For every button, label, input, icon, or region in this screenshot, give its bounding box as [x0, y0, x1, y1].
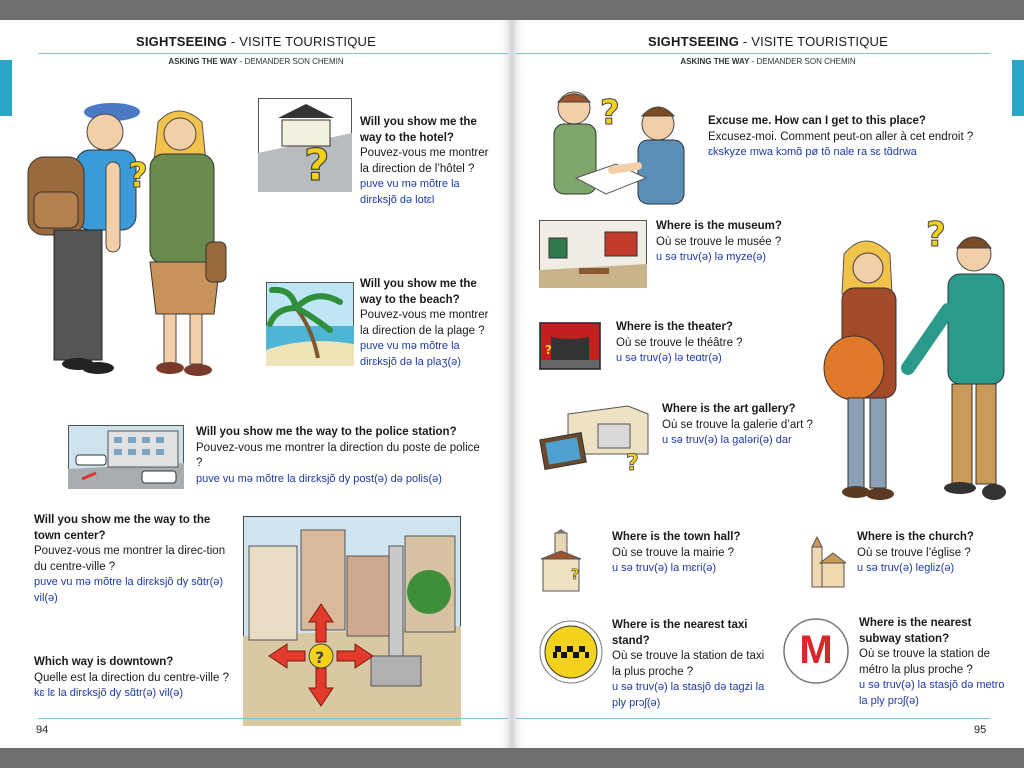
left-page	[0, 20, 512, 748]
phonetic-text: u sə truv(ə) la galəri(ə) dar	[662, 434, 792, 446]
viewer-top-bar	[0, 0, 1024, 20]
french-text: Excusez-moi. Comment peut-on aller à cet endroit ?	[708, 130, 974, 143]
page-number: 94	[36, 724, 49, 736]
svg-text:?: ?	[600, 93, 620, 133]
police-station-question	[196, 425, 486, 487]
page-header: SIGHTSEEING - VISITE TOURISTIQUE	[136, 34, 376, 49]
phonetic-text: ɛkskyze mwa kɔmɑ̃ pø tõ nale ra sɛ tɑ̃drwa	[708, 146, 917, 158]
phonetic-text: puve vu mə mõtre la dirɛksjõ dy post(ə) də polis(ə)	[196, 472, 442, 485]
french-text: Pouvez-vous me montrer la direction de la plage ?	[360, 309, 489, 337]
footer-rule	[38, 718, 508, 719]
english-text: Which way is downtown?	[34, 656, 174, 668]
french-text: Où se trouve l’église ?	[857, 546, 971, 559]
phonetic-text: u sə truv(ə) lə teɑtr(ə)	[616, 352, 722, 364]
town-square-image	[243, 516, 461, 726]
church-question	[857, 530, 1017, 577]
french-text: Où se trouve la station de taxi la plus proche ?	[612, 650, 765, 678]
subway-station-question	[859, 616, 1009, 709]
svg-text:?: ?	[128, 156, 148, 196]
french-text: Où se trouve la mairie ?	[612, 546, 735, 559]
page-subheader: ASKING THE WAY - DEMANDER SON CHEMIN	[168, 57, 344, 66]
english-text: Where is the nearest taxi stand?	[612, 619, 748, 647]
beach-question	[360, 277, 490, 370]
museum-image	[539, 220, 647, 288]
hotel-question	[360, 115, 490, 208]
couple-illustration	[816, 200, 1016, 510]
english-text: Excuse me. How can I get to this place?	[708, 115, 926, 127]
svg-text:?: ?	[571, 567, 580, 583]
english-text: Will you show me the way to the police station?	[196, 426, 457, 438]
french-text: Pouvez-vous me montrer la direction de l’hôtel ?	[360, 147, 489, 175]
french-text: Pouvez-vous me montrer la direction du poste de police ?	[196, 441, 480, 469]
english-text: Where is the church?	[857, 531, 974, 543]
svg-text:?: ?	[315, 648, 325, 667]
svg-text:?: ?	[926, 215, 946, 255]
footer-rule	[516, 718, 990, 719]
viewer-bottom-bar	[0, 748, 1024, 768]
downtown-question	[34, 655, 230, 702]
svg-text:?: ?	[304, 140, 330, 191]
beach-image	[266, 282, 354, 366]
french-text: Où se trouve le musée ?	[656, 235, 782, 248]
french-text: Où se trouve le théâtre ?	[616, 336, 743, 349]
section-tab	[1012, 60, 1024, 116]
french-text: Pouvez-vous me montrer la direc-tion du centre-ville ?	[34, 545, 226, 573]
phonetic-text: puve vu mə mõtre la dirɛksjõ dy sɑ̃tr(ə) vil(ə)	[34, 576, 224, 604]
english-text: Will you show me the way to the beach?	[360, 278, 477, 306]
page-subheader: ASKING THE WAY - DEMANDER SON CHEMIN	[680, 57, 856, 66]
french-text: Quelle est la direction du centre-ville ?	[34, 671, 229, 684]
right-page	[512, 20, 1024, 748]
page-header: SIGHTSEEING - VISITE TOURISTIQUE	[648, 34, 888, 49]
english-text: Where is the nearest subway station?	[859, 617, 972, 645]
subway-sign-image	[783, 618, 849, 684]
phonetic-text: puve vu mə mõtre la dirɛksjõ də la plaʒ(ə)	[360, 340, 461, 368]
english-text: Where is the theater?	[616, 321, 733, 333]
tourists-illustration	[20, 92, 240, 382]
town-hall-image	[539, 529, 583, 597]
this-place-question	[708, 114, 1008, 161]
phonetic-text: kɛ lɛ la dirɛksjõ dy sɑ̃tr(ə) vil(ə)	[34, 687, 183, 699]
phonetic-text: u sə truv(ə) la stasjõ də tagzi la ply prɔʃ(ə)	[612, 681, 765, 709]
art-gallery-image	[538, 404, 652, 474]
english-text: Where is the art gallery?	[662, 403, 796, 415]
church-image	[806, 535, 846, 591]
theater-image	[539, 322, 601, 370]
phonetic-text: u sə truv(ə) la mɛri(ə)	[612, 562, 717, 574]
svg-text:?: ?	[545, 343, 552, 357]
phonetic-text: puve vu mə mõtre la dirɛksjõ də lotɛl	[360, 178, 460, 206]
police-station-image	[68, 425, 184, 489]
french-text: Où se trouve la station de métro la plus proche ?	[859, 648, 991, 676]
english-text: Will you show me the way to the town center?	[34, 514, 211, 542]
taxi-sign-image	[539, 620, 603, 684]
subway-letter: M	[799, 628, 833, 672]
art-gallery-question	[662, 402, 842, 449]
phonetic-text: u sə truv(ə) lə myze(ə)	[656, 251, 767, 263]
town-hall-question	[612, 530, 772, 577]
page-number: 95	[974, 724, 987, 736]
theater-question	[616, 320, 786, 367]
taxi-stand-question	[612, 618, 772, 711]
hotel-image	[258, 98, 352, 192]
asking-directions-image	[546, 84, 696, 214]
english-text: Where is the museum?	[656, 220, 782, 232]
phonetic-text: u sə truv(ə) legliz(ə)	[857, 562, 955, 574]
section-tab	[0, 60, 12, 116]
phonetic-text: u sə truv(ə) la stasjõ də metro la ply prɔʃ(ə)	[859, 679, 1005, 707]
english-text: Where is the town hall?	[612, 531, 741, 543]
french-text: Où se trouve la galerie d’art ?	[662, 418, 813, 431]
header-rule	[38, 53, 508, 54]
svg-text:?: ?	[626, 451, 639, 474]
header-rule	[516, 53, 990, 54]
museum-question	[656, 219, 816, 266]
town-center-question	[34, 513, 230, 606]
english-text: Will you show me the way to the hotel?	[360, 116, 477, 144]
